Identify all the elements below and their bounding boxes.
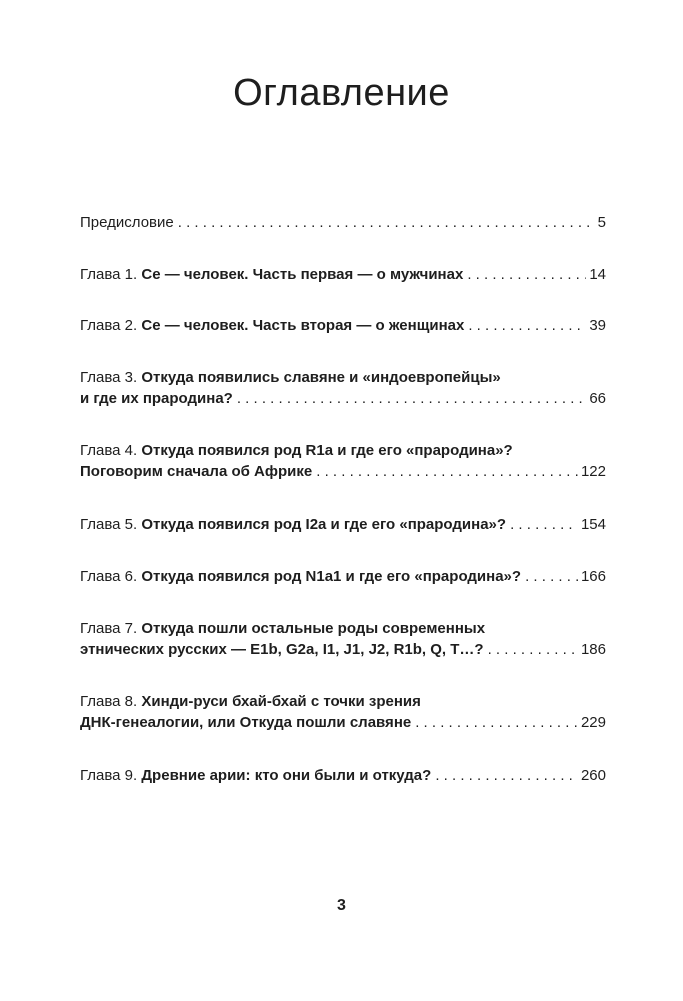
toc-page-number: 186 [580, 641, 606, 658]
toc-entry-title: Откуда появился род N1a1 и где его «прародина»? [141, 568, 522, 585]
toc-entry-title-continued: ДНК-генеалогии, или Откуда пошли славяне [80, 714, 412, 731]
toc-entry-chapter-3[interactable] [80, 367, 606, 409]
toc-entry-preface[interactable] [80, 212, 606, 233]
toc-page-number: 229 [580, 714, 606, 731]
toc-entry-chapter-4[interactable] [80, 440, 606, 482]
toc-chapter-prefix: Глава 2. [80, 317, 138, 334]
toc-entry-title: Се — человек. Часть вторая — о женщинах [141, 317, 465, 334]
toc-entry-title: Откуда пошли остальные роды современных [141, 620, 486, 637]
toc-entry-title: Предисловие [80, 214, 174, 231]
toc-chapter-prefix: Глава 1. [80, 266, 138, 283]
toc-entry-title-continued: Поговорим сначала об Африке [80, 463, 313, 480]
dot-leader [468, 315, 586, 336]
toc-entry-chapter-1[interactable] [80, 264, 606, 285]
toc-entry-chapter-8[interactable] [80, 691, 606, 733]
dot-leader [415, 712, 578, 733]
dot-leader [510, 514, 578, 535]
toc-page-number: 154 [580, 516, 606, 533]
page-number: 3 [337, 897, 346, 914]
page-title: Оглавление [233, 72, 450, 114]
dot-leader [237, 388, 586, 409]
toc-page-number: 66 [589, 390, 606, 407]
toc-entry-chapter-5[interactable] [80, 514, 606, 535]
dot-leader [435, 765, 578, 786]
toc-entry-chapter-9[interactable] [80, 765, 606, 786]
dot-leader [488, 639, 578, 660]
toc-chapter-prefix: Глава 3. [80, 369, 138, 386]
toc-page-number: 122 [580, 463, 606, 480]
toc-chapter-prefix: Глава 5. [80, 516, 138, 533]
toc-entry-title: Откуда появился род I2a и где его «прародина»? [141, 516, 507, 533]
toc-page-number: 5 [597, 214, 606, 231]
toc-page-number: 260 [580, 767, 606, 784]
dot-leader [316, 461, 578, 482]
toc-chapter-prefix: Глава 8. [80, 693, 138, 710]
toc-page-number: 39 [589, 317, 606, 334]
toc-entry-title-continued: этнических русских — E1b, G2a, I1, J1, J2, R1b, Q, T…? [80, 641, 484, 658]
toc-entry-title-continued: и где их прародина? [80, 390, 233, 407]
toc-chapter-prefix: Глава 4. [80, 442, 138, 459]
toc-entry-chapter-2[interactable] [80, 315, 606, 336]
toc-entry-title: Откуда появился род R1a и где его «прародина»? [141, 442, 513, 459]
toc-chapter-prefix: Глава 6. [80, 568, 138, 585]
toc-entry-chapter-6[interactable] [80, 566, 606, 587]
toc-chapter-prefix: Глава 7. [80, 620, 138, 637]
toc-page-number: 14 [589, 266, 606, 283]
toc-chapter-prefix: Глава 9. [80, 767, 138, 784]
toc-entry-title: Се — человек. Часть первая — о мужчинах [141, 266, 464, 283]
toc-entry-title: Древние арии: кто они были и откуда? [141, 767, 432, 784]
toc-entry-title: Откуда появились славяне и «индоевропейцы» [141, 369, 501, 386]
toc-entry-title: Хинди-руси бхай-бхай с точки зрения [141, 693, 421, 710]
toc-page-number: 166 [580, 568, 606, 585]
dot-leader [525, 566, 578, 587]
toc-entry-chapter-7[interactable] [80, 618, 606, 660]
dot-leader [467, 264, 586, 285]
dot-leader [178, 212, 595, 233]
